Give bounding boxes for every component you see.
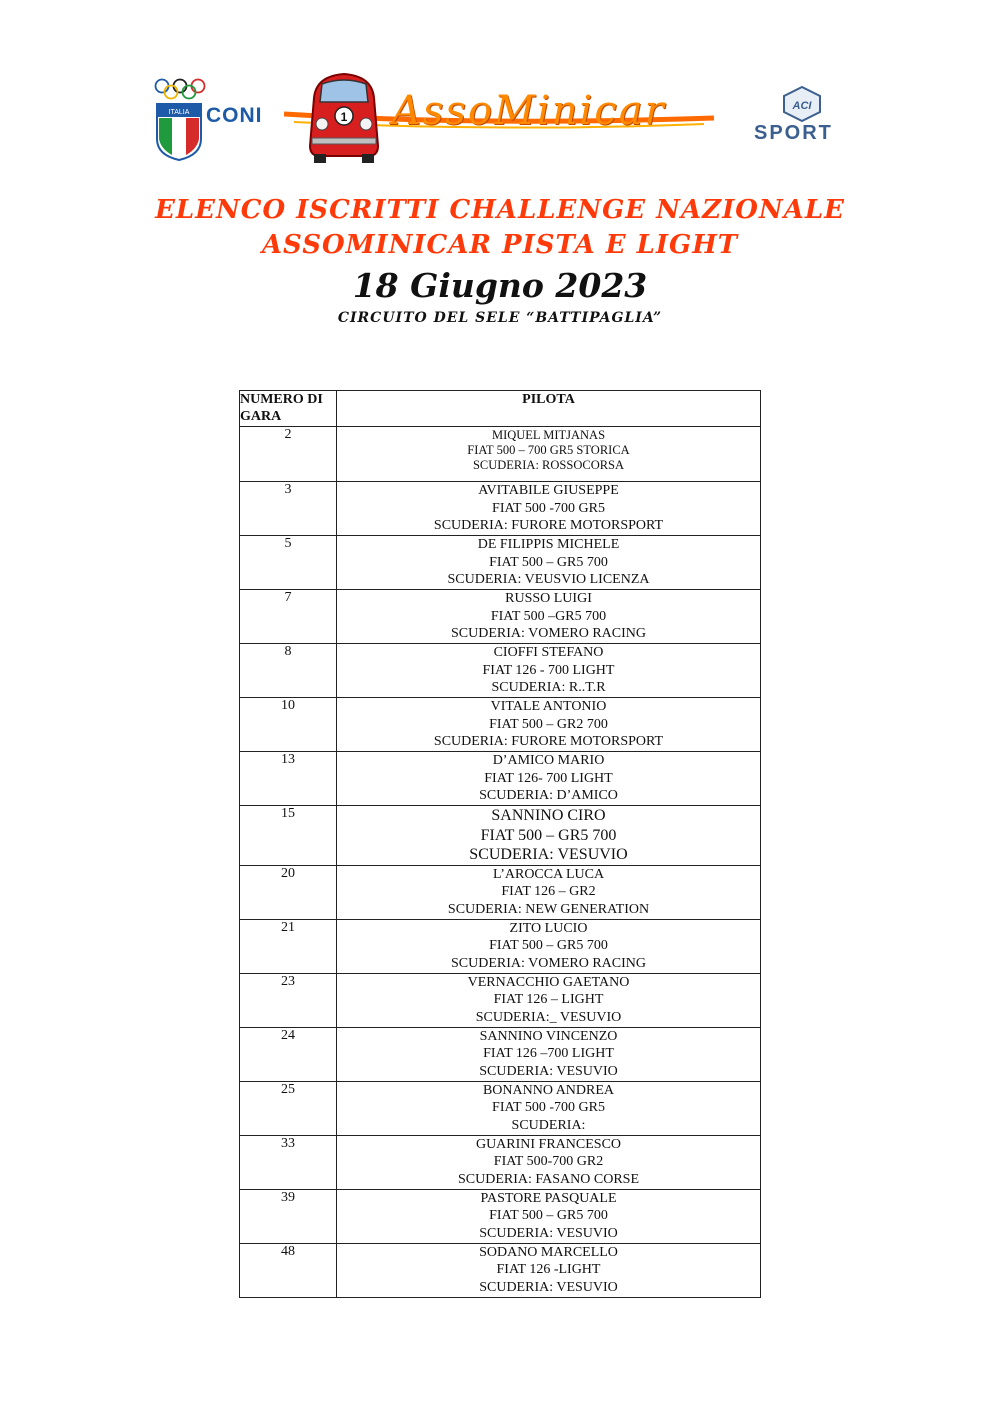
pilot-info [337, 644, 761, 698]
pilot-name: RUSSO LUIGI [505, 591, 592, 606]
pilot-info [337, 1243, 761, 1297]
brand-text: AssoMinicar [392, 88, 666, 134]
pilot-info [337, 482, 761, 536]
team-name: SCUDERIA: VOMERO RACING [451, 626, 646, 641]
table-row [240, 806, 761, 866]
table-row [240, 1027, 761, 1081]
race-number: 21 [240, 919, 337, 973]
pilot-name: MIQUEL MITJANAS [491, 428, 606, 442]
pilot-info [337, 698, 761, 752]
race-number: 10 [240, 698, 337, 752]
aci-badge-text: ACI [792, 100, 812, 112]
team-name: SCUDERIA: VEUSVIO LICENZA [447, 572, 650, 587]
team-name: SCUDERIA: FURORE MOTORSPORT [433, 734, 664, 749]
team-name: SCUDERIA: D’AMICO [479, 788, 618, 803]
race-number: 23 [240, 973, 337, 1027]
car-class: FIAT 500 -700 GR5 [492, 500, 605, 516]
car-class: FIAT 500 – GR2 700 [489, 716, 608, 732]
table-row [240, 644, 761, 698]
car-class: FIAT 126 – LIGHT [493, 992, 604, 1007]
race-number: 15 [240, 806, 337, 866]
car-class: FIAT 126 - 700 LIGHT [482, 662, 615, 678]
car-class: FIAT 126 –700 LIGHT [483, 1046, 614, 1061]
pilot-name: VERNACCHIO GAETANO [467, 974, 630, 990]
car-class: FIAT 126- 700 LIGHT [484, 770, 613, 786]
team-name: SCUDERIA: R..T.R [491, 680, 606, 695]
race-number: 5 [240, 536, 337, 590]
car-class: FIAT 500-700 GR2 [493, 1154, 604, 1169]
pilot-name: CIOFFI STEFANO [493, 645, 604, 660]
team-name: SCUDERIA: VESUVIO [479, 1279, 618, 1295]
pilot-name: SANNINO CIRO [491, 807, 606, 824]
race-number: 48 [240, 1243, 337, 1297]
race-number: 2 [240, 427, 337, 482]
car-class: FIAT 500 -700 GR5 [492, 1100, 605, 1115]
coni-logo [152, 76, 264, 166]
car-class: FIAT 500 – GR5 700 [489, 1208, 608, 1223]
race-number: 39 [240, 1189, 337, 1243]
sport-text: SPORT [754, 122, 833, 144]
pilot-name: SANNINO VINCENZO [479, 1028, 618, 1044]
team-name: SCUDERIA: FASANO CORSE [458, 1171, 639, 1187]
race-number: 33 [240, 1135, 337, 1189]
pilot-name: GUARINI FRANCESCO [475, 1136, 622, 1152]
pilot-info [337, 1027, 761, 1081]
car-class: FIAT 126 -LIGHT [496, 1262, 601, 1277]
olympic-rings-icon [154, 78, 206, 100]
team-name: SCUDERIA: [511, 1117, 586, 1133]
team-name: SCUDERIA: VOMERO RACING [451, 955, 646, 971]
header-pilot: PILOTA [337, 391, 761, 427]
event-date: 18 Giugno 2023 [352, 266, 648, 305]
table-row [240, 590, 761, 644]
table-row [240, 865, 761, 919]
title-line-1: ELENCO ISCRITTI CHALLENGE NAZIONALE [155, 195, 845, 225]
shield-text: ITALIA [168, 109, 190, 116]
pilot-info [337, 865, 761, 919]
coni-text: CONI [206, 104, 263, 127]
pilot-name: DE FILIPPIS MICHELE [477, 537, 620, 552]
car-class: FIAT 500 – 700 GR5 STORICA [467, 443, 630, 457]
italia-shield-icon [156, 103, 202, 161]
table-row [240, 919, 761, 973]
race-number: 24 [240, 1027, 337, 1081]
team-name: SCUDERIA: VESUVIO [469, 846, 628, 863]
fiat-500-car-icon [302, 68, 386, 164]
assominicar-logo [284, 68, 720, 168]
pilot-info [337, 1081, 761, 1135]
team-name: SCUDERIA: VESUVIO [479, 1063, 618, 1079]
svg-text:1: 1 [340, 110, 348, 124]
car-class: FIAT 500 –GR5 700 [490, 608, 607, 624]
aci-badge-icon [782, 86, 822, 122]
table-row [240, 1081, 761, 1135]
entries-table [239, 390, 761, 1298]
pilot-info [337, 427, 761, 482]
pilot-info [337, 590, 761, 644]
table-row [240, 698, 761, 752]
pilot-name: ZITO LUCIO [509, 920, 588, 936]
table-row [240, 482, 761, 536]
table-row [240, 973, 761, 1027]
table-row [240, 1135, 761, 1189]
title-line-2: ASSOMINICAR PISTA E LIGHT [261, 230, 739, 260]
race-number: 7 [240, 590, 337, 644]
table-header-row [240, 391, 761, 427]
pilot-name: PASTORE PASQUALE [480, 1190, 617, 1206]
race-number: 25 [240, 1081, 337, 1135]
race-number: 13 [240, 752, 337, 806]
table-row [240, 536, 761, 590]
team-name: SCUDERIA: NEW GENERATION [447, 901, 650, 917]
car-class: FIAT 126 – GR2 [501, 884, 596, 899]
car-class: FIAT 500 – GR5 700 [480, 826, 617, 844]
header-number: NUMERO DI GARA [240, 391, 337, 427]
pilot-info [337, 1135, 761, 1189]
race-number: 8 [240, 644, 337, 698]
team-name: SCUDERIA: FURORE MOTORSPORT [433, 518, 664, 533]
car-class: FIAT 500 – GR5 700 [489, 938, 608, 953]
pilot-name: BONANNO ANDREA [482, 1082, 615, 1098]
pilot-name: D’AMICO MARIO [492, 753, 605, 768]
event-venue: CIRCUITO DEL SELE “BATTIPAGLIA” [337, 310, 663, 326]
team-name: SCUDERIA:_ VESUVIO [475, 1009, 622, 1025]
pilot-info [337, 1189, 761, 1243]
race-number: 20 [240, 865, 337, 919]
table-row [240, 1243, 761, 1297]
pilot-info [337, 973, 761, 1027]
pilot-name: VITALE ANTONIO [490, 699, 607, 714]
car-class: FIAT 500 – GR5 700 [489, 554, 608, 570]
table-row [240, 1189, 761, 1243]
aci-sport-logo [750, 86, 860, 148]
pilot-name: L’AROCCA LUCA [492, 866, 605, 882]
pilot-info [337, 752, 761, 806]
pilot-info [337, 919, 761, 973]
pilot-info [337, 536, 761, 590]
table-row [240, 752, 761, 806]
team-name: SCUDERIA: VESUVIO [479, 1225, 618, 1241]
pilot-name: AVITABILE GIUSEPPE [478, 483, 619, 498]
pilot-name: SODANO MARCELLO [479, 1244, 618, 1260]
table-row [240, 427, 761, 482]
team-name: SCUDERIA: ROSSOCORSA [472, 458, 625, 472]
race-number: 3 [240, 482, 337, 536]
pilot-info [337, 806, 761, 866]
